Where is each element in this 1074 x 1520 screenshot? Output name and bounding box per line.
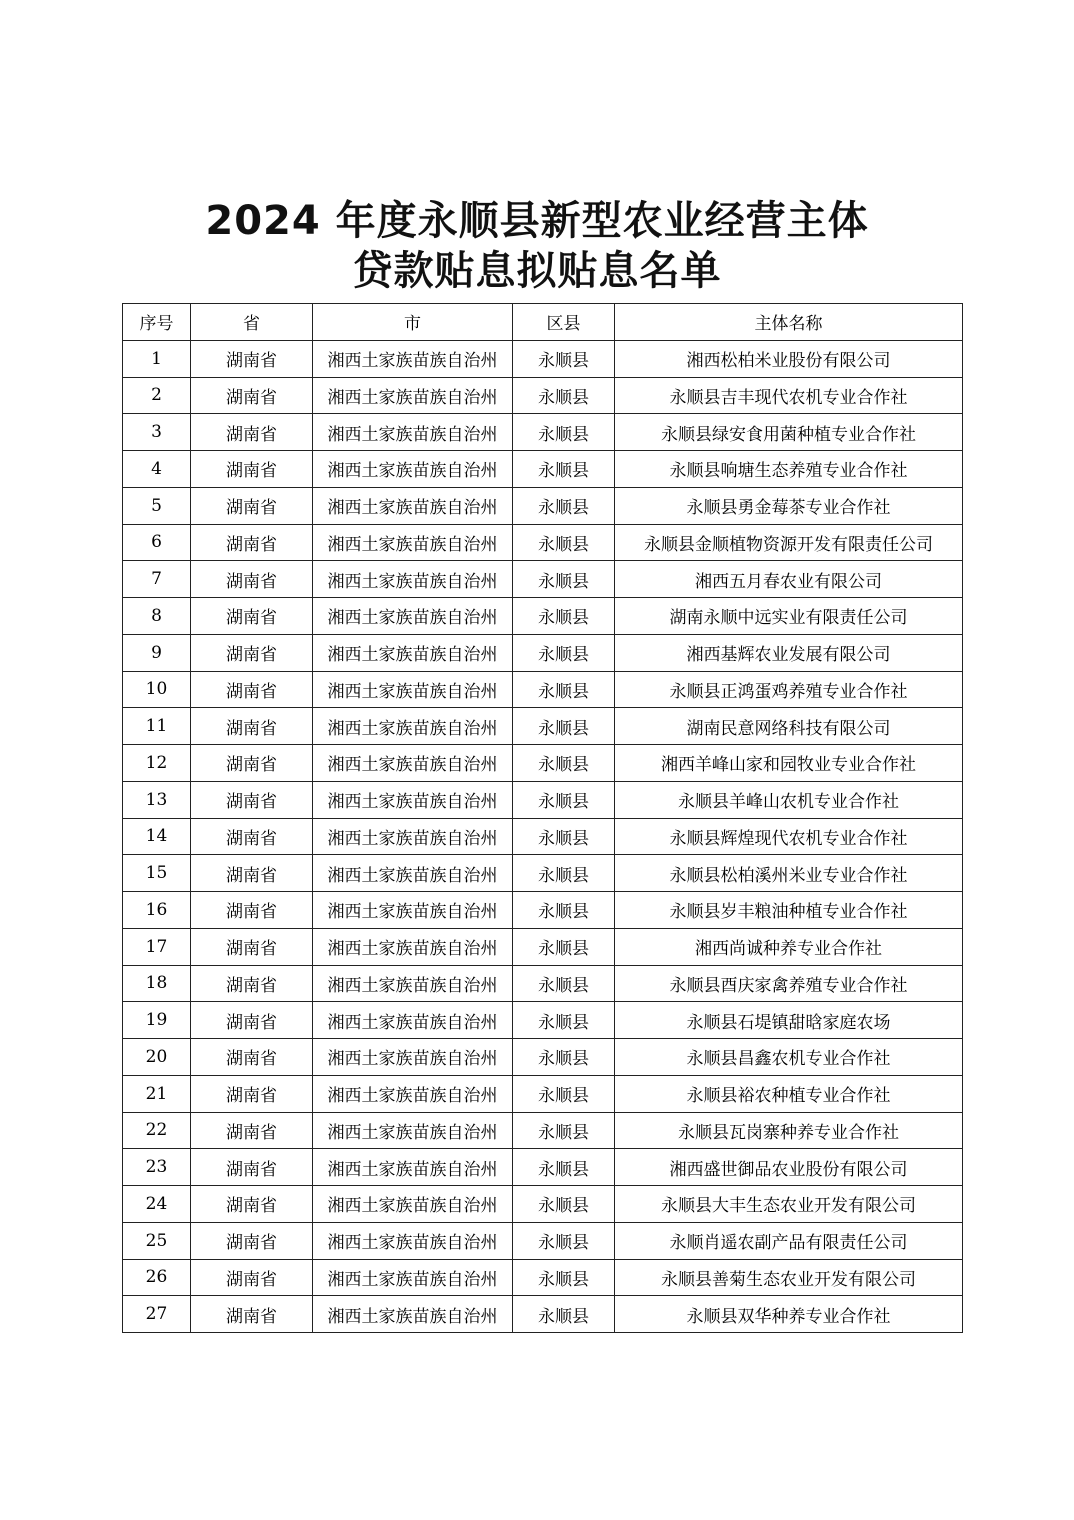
cell-county: 永顺县 [513,1296,615,1333]
cell-county: 永顺县 [513,524,615,561]
cell-county: 永顺县 [513,561,615,598]
table-row [123,1296,963,1333]
cell-index: 8 [123,598,191,635]
cell-city: 湘西土家族苗族自治州 [313,634,513,671]
header-entity-name: 主体名称 [615,304,963,341]
cell-entity-name: 永顺县金顺植物资源开发有限责任公司 [615,524,963,561]
cell-entity-name: 永顺县羊峰山农机专业合作社 [615,781,963,818]
cell-county: 永顺县 [513,1112,615,1149]
cell-province: 湖南省 [191,892,313,929]
table-row [123,1112,963,1149]
cell-city: 湘西土家族苗族自治州 [313,487,513,524]
cell-county: 永顺县 [513,1075,615,1112]
table-row [123,928,963,965]
table-row [123,1039,963,1076]
cell-province: 湖南省 [191,414,313,451]
table-row [123,414,963,451]
cell-city: 湘西土家族苗族自治州 [313,745,513,782]
cell-county: 永顺县 [513,487,615,524]
header-city: 市 [313,304,513,341]
cell-county: 永顺县 [513,1039,615,1076]
cell-county: 永顺县 [513,745,615,782]
cell-county: 永顺县 [513,377,615,414]
cell-county: 永顺县 [513,1186,615,1223]
cell-province: 湖南省 [191,855,313,892]
table-row [123,892,963,929]
table-row [123,1222,963,1259]
cell-entity-name: 湘西松柏米业股份有限公司 [615,340,963,377]
cell-city: 湘西土家族苗族自治州 [313,671,513,708]
cell-index: 25 [123,1222,191,1259]
cell-entity-name: 永顺县松柏溪州米业专业合作社 [615,855,963,892]
cell-index: 13 [123,781,191,818]
cell-index: 16 [123,892,191,929]
cell-province: 湖南省 [191,671,313,708]
cell-province: 湖南省 [191,524,313,561]
cell-province: 湖南省 [191,377,313,414]
cell-entity-name: 湖南永顺中远实业有限责任公司 [615,598,963,635]
cell-province: 湖南省 [191,1039,313,1076]
cell-index: 11 [123,708,191,745]
table-row [123,377,963,414]
cell-entity-name: 湘西尚诚种养专业合作社 [615,928,963,965]
document-title [0,196,1074,296]
cell-index: 14 [123,818,191,855]
table-row [123,671,963,708]
cell-entity-name: 永顺县响塘生态养殖专业合作社 [615,451,963,488]
cell-index: 3 [123,414,191,451]
title-line-1: 2024 年度永顺县新型农业经营主体 [205,198,869,244]
cell-entity-name: 永顺县瓦岗寨种养专业合作社 [615,1112,963,1149]
cell-county: 永顺县 [513,1149,615,1186]
header-county: 区县 [513,304,615,341]
cell-city: 湘西土家族苗族自治州 [313,708,513,745]
cell-county: 永顺县 [513,598,615,635]
cell-index: 4 [123,451,191,488]
table-row [123,1002,963,1039]
cell-index: 24 [123,1186,191,1223]
cell-index: 7 [123,561,191,598]
cell-index: 5 [123,487,191,524]
cell-county: 永顺县 [513,781,615,818]
cell-city: 湘西土家族苗族自治州 [313,818,513,855]
cell-entity-name: 永顺县酉庆家禽养殖专业合作社 [615,965,963,1002]
table-row [123,855,963,892]
cell-city: 湘西土家族苗族自治州 [313,855,513,892]
cell-entity-name: 永顺县绿安食用菌种植专业合作社 [615,414,963,451]
table-row [123,524,963,561]
cell-entity-name: 湘西盛世御品农业股份有限公司 [615,1149,963,1186]
table-row [123,1259,963,1296]
cell-county: 永顺县 [513,340,615,377]
table-row [123,1186,963,1223]
cell-index: 20 [123,1039,191,1076]
cell-city: 湘西土家族苗族自治州 [313,561,513,598]
cell-province: 湖南省 [191,1075,313,1112]
cell-entity-name: 永顺县吉丰现代农机专业合作社 [615,377,963,414]
cell-index: 23 [123,1149,191,1186]
table-row [123,487,963,524]
table-row [123,818,963,855]
cell-city: 湘西土家族苗族自治州 [313,1149,513,1186]
table-row [123,561,963,598]
cell-county: 永顺县 [513,965,615,1002]
cell-province: 湖南省 [191,1259,313,1296]
cell-city: 湘西土家族苗族自治州 [313,524,513,561]
cell-entity-name: 湘西羊峰山家和园牧业专业合作社 [615,745,963,782]
cell-entity-name: 永顺县石堤镇甜晗家庭农场 [615,1002,963,1039]
cell-county: 永顺县 [513,634,615,671]
cell-index: 10 [123,671,191,708]
cell-city: 湘西土家族苗族自治州 [313,781,513,818]
table-row [123,708,963,745]
cell-county: 永顺县 [513,414,615,451]
cell-entity-name: 湖南民意网络科技有限公司 [615,708,963,745]
cell-index: 6 [123,524,191,561]
table-row [123,1075,963,1112]
cell-county: 永顺县 [513,451,615,488]
cell-index: 12 [123,745,191,782]
cell-county: 永顺县 [513,708,615,745]
cell-entity-name: 永顺县岁丰粮油种植专业合作社 [615,892,963,929]
cell-index: 26 [123,1259,191,1296]
cell-index: 19 [123,1002,191,1039]
cell-province: 湖南省 [191,928,313,965]
cell-city: 湘西土家族苗族自治州 [313,1112,513,1149]
cell-entity-name: 永顺县勇金莓茶专业合作社 [615,487,963,524]
cell-city: 湘西土家族苗族自治州 [313,965,513,1002]
cell-index: 2 [123,377,191,414]
cell-city: 湘西土家族苗族自治州 [313,892,513,929]
table-row [123,634,963,671]
cell-index: 17 [123,928,191,965]
cell-county: 永顺县 [513,928,615,965]
cell-province: 湖南省 [191,634,313,671]
cell-province: 湖南省 [191,1222,313,1259]
table-row [123,1149,963,1186]
cell-index: 27 [123,1296,191,1333]
cell-entity-name: 永顺县大丰生态农业开发有限公司 [615,1186,963,1223]
cell-entity-name: 永顺县善菊生态农业开发有限公司 [615,1259,963,1296]
cell-entity-name: 永顺县辉煌现代农机专业合作社 [615,818,963,855]
cell-county: 永顺县 [513,671,615,708]
cell-entity-name: 湘西基辉农业发展有限公司 [615,634,963,671]
cell-city: 湘西土家族苗族自治州 [313,1259,513,1296]
cell-index: 15 [123,855,191,892]
cell-entity-name: 湘西五月春农业有限公司 [615,561,963,598]
cell-province: 湖南省 [191,340,313,377]
table-row [123,965,963,1002]
cell-province: 湖南省 [191,598,313,635]
cell-county: 永顺县 [513,1222,615,1259]
cell-city: 湘西土家族苗族自治州 [313,340,513,377]
cell-province: 湖南省 [191,708,313,745]
cell-province: 湖南省 [191,1002,313,1039]
cell-index: 9 [123,634,191,671]
cell-entity-name: 永顺县双华种养专业合作社 [615,1296,963,1333]
cell-index: 22 [123,1112,191,1149]
table-row [123,781,963,818]
cell-county: 永顺县 [513,855,615,892]
cell-province: 湖南省 [191,1112,313,1149]
table-row [123,340,963,377]
cell-city: 湘西土家族苗族自治州 [313,451,513,488]
table-row [123,598,963,635]
cell-city: 湘西土家族苗族自治州 [313,1075,513,1112]
header-province: 省 [191,304,313,341]
cell-city: 湘西土家族苗族自治州 [313,928,513,965]
cell-province: 湖南省 [191,745,313,782]
table-row [123,451,963,488]
cell-province: 湖南省 [191,818,313,855]
cell-city: 湘西土家族苗族自治州 [313,414,513,451]
cell-county: 永顺县 [513,892,615,929]
cell-province: 湖南省 [191,1149,313,1186]
cell-province: 湖南省 [191,965,313,1002]
cell-entity-name: 永顺县裕农种植专业合作社 [615,1075,963,1112]
subsidy-list-table [122,303,963,1333]
cell-county: 永顺县 [513,818,615,855]
cell-county: 永顺县 [513,1002,615,1039]
table-header-row [123,304,963,341]
cell-province: 湖南省 [191,1296,313,1333]
header-index: 序号 [123,304,191,341]
cell-city: 湘西土家族苗族自治州 [313,598,513,635]
cell-index: 21 [123,1075,191,1112]
cell-province: 湖南省 [191,781,313,818]
cell-province: 湖南省 [191,1186,313,1223]
cell-city: 湘西土家族苗族自治州 [313,1186,513,1223]
table-row [123,745,963,782]
cell-entity-name: 永顺县昌鑫农机专业合作社 [615,1039,963,1076]
cell-entity-name: 永顺县正鸿蛋鸡养殖专业合作社 [615,671,963,708]
cell-city: 湘西土家族苗族自治州 [313,1039,513,1076]
cell-province: 湖南省 [191,487,313,524]
cell-index: 1 [123,340,191,377]
cell-index: 18 [123,965,191,1002]
title-line-2: 贷款贴息拟贴息名单 [352,248,722,294]
cell-province: 湖南省 [191,451,313,488]
cell-entity-name: 永顺肖遥农副产品有限责任公司 [615,1222,963,1259]
cell-city: 湘西土家族苗族自治州 [313,1296,513,1333]
cell-city: 湘西土家族苗族自治州 [313,1222,513,1259]
cell-city: 湘西土家族苗族自治州 [313,377,513,414]
cell-city: 湘西土家族苗族自治州 [313,1002,513,1039]
cell-county: 永顺县 [513,1259,615,1296]
cell-province: 湖南省 [191,561,313,598]
